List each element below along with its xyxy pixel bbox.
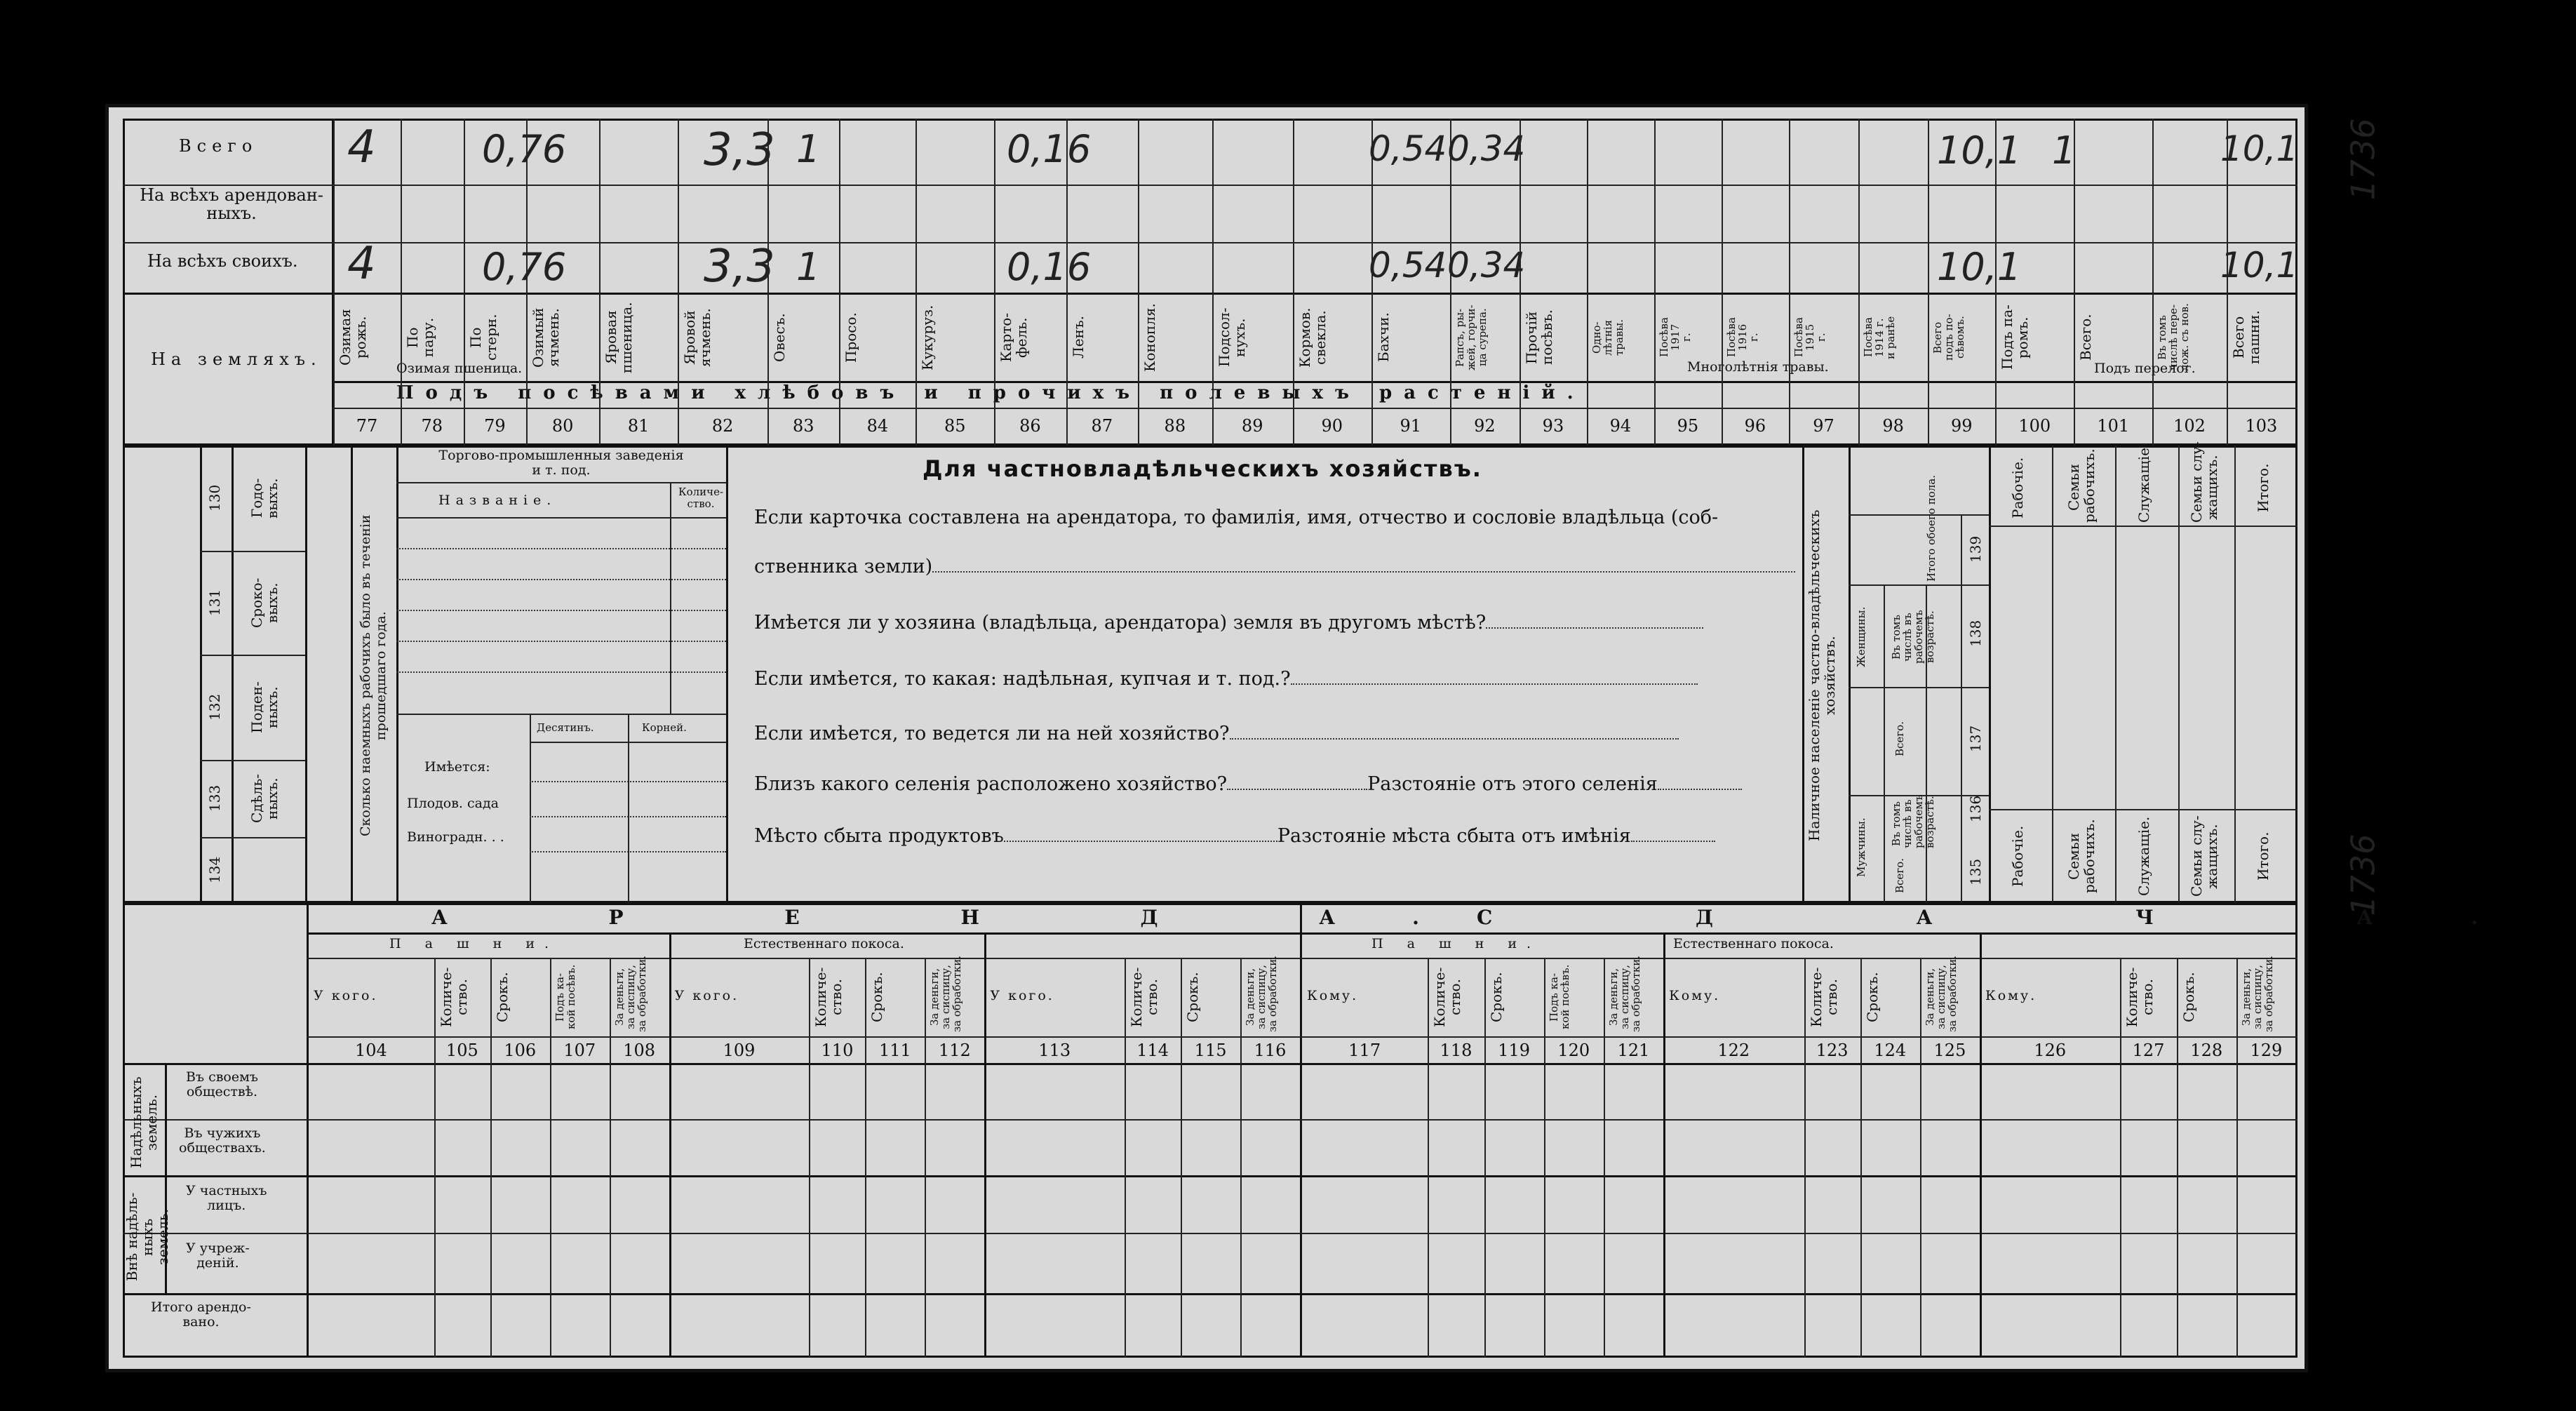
- worker-col-number: 130: [206, 484, 223, 512]
- crop-col-number: 86: [1019, 416, 1041, 436]
- arenda-col-label: Срокъ.: [493, 972, 511, 1022]
- crop-col-label: Озимый ячмень.: [530, 307, 563, 368]
- pop-num-135: 135: [1967, 858, 1984, 886]
- vineyard-label: Виноградн. . .: [407, 829, 504, 845]
- pop-num-138: 138: [1967, 620, 1984, 648]
- trade-name-header: Названіе.: [438, 493, 557, 508]
- hw-own-8: 10,1: [1937, 245, 2022, 289]
- hw-total-3: 3,3: [704, 124, 775, 176]
- row-total-rented: Итого арендо- вано.: [151, 1299, 251, 1330]
- worker-col-label: Годо- выхъ.: [248, 478, 281, 519]
- row-own-community: Въ своемъ обществѣ.: [186, 1069, 258, 1099]
- arenda-col-label: У кого.: [990, 988, 1054, 1003]
- margin-note-2: 1736: [2344, 118, 2382, 201]
- women-working-label: Въ томъ числѣ въ рабочемъ возрастѣ.: [1890, 610, 1936, 664]
- sdacha-col-label: За деньги, за сиспицу, за обработки.: [1606, 956, 1642, 1032]
- arenda-col-label: За деньги, за сиспицу, за обработки.: [1244, 956, 1280, 1032]
- worker-col-label: Сроко- выхъ.: [248, 577, 281, 628]
- sdacha-col-label: Срокъ.: [2180, 972, 2197, 1022]
- crop-col-number: 87: [1091, 416, 1113, 436]
- korney-label: Корней.: [642, 721, 687, 734]
- land-type-field[interactable]: [1291, 671, 1698, 685]
- private-q1: Если карточка составлена на арендатора, то фамилія, имя, отчество и сословіе владѣльца (соб-: [754, 507, 1719, 528]
- hw-own-2: 0,76: [482, 245, 567, 289]
- hw-total-1: 4: [347, 121, 376, 173]
- crop-col-number: 92: [1474, 416, 1496, 436]
- arenda-col-label: За деньги, за сиспицу, за обработки.: [928, 956, 964, 1032]
- crop-col-label: Въ томъ числѣ пере- лож. съ нов.: [2156, 303, 2192, 372]
- women-label: Женщины.: [1855, 606, 1867, 668]
- row-rented-label: На вcѣхъ арендован- ныхъ.: [140, 185, 323, 223]
- sdacha-col-number: 124: [1874, 1041, 1907, 1060]
- sdacha-col-label: Кому.: [1669, 988, 1721, 1003]
- farming-field[interactable]: [1230, 725, 1679, 740]
- sdacha-col-number: 129: [2250, 1041, 2283, 1060]
- arenda-col-number: 116: [1254, 1041, 1287, 1060]
- row-land-label: На земляхъ.: [151, 349, 322, 369]
- crop-col-number: 94: [1609, 416, 1632, 436]
- worker-col-label: Сдѣль- ныхъ.: [248, 773, 281, 824]
- sdacha-col-number: 120: [1557, 1041, 1590, 1060]
- sdacha-col-label: Срокъ.: [1863, 972, 1881, 1022]
- arenda-col-number: 107: [563, 1041, 596, 1060]
- private-q6: Мѣсто сбыта продуктовъ: [754, 825, 1004, 847]
- crop-col-label: Посѣва 1917 г.: [1657, 317, 1693, 358]
- hw-own-5: 0,16: [1007, 245, 1092, 289]
- arenda-col-number: 105: [445, 1041, 478, 1060]
- crop-col-label: По стерн.: [467, 314, 499, 361]
- men-working-label: Въ томъ числѣ въ рабочемъ возрастѣ.: [1890, 794, 1936, 848]
- crop-col-number: 82: [711, 416, 734, 436]
- arenda-col-label: У кого.: [314, 988, 378, 1003]
- arenda-col-number: 109: [723, 1041, 756, 1060]
- hw-total-6: 0,54: [1369, 128, 1447, 169]
- crop-col-label: Подъ па- ромъ.: [1999, 305, 2032, 370]
- pop-col-sfam-bot: Семьи слу- жащихъ.: [2188, 815, 2220, 897]
- pop-num-139: 139: [1967, 535, 1984, 563]
- hw-own-4: 1: [796, 245, 821, 289]
- hw-own-9: 10,1: [2220, 245, 2299, 286]
- crop-col-number: 80: [551, 416, 574, 436]
- arenda-col-label: Количе- ство.: [812, 967, 845, 1027]
- grand-total-label: Итого обоего пола.: [1925, 475, 1938, 582]
- market-distance-field[interactable]: [1631, 828, 1715, 842]
- crop-col-number: 100: [2018, 416, 2051, 436]
- pop-col-staff-bot: Служащіе.: [2135, 816, 2152, 897]
- sdacha-col-number: 118: [1440, 1041, 1473, 1060]
- arenda-col-label: За деньги, за сиспицу, за обработки.: [612, 956, 648, 1032]
- sdacha-col-label: Количе- ство.: [1431, 967, 1464, 1027]
- sdacha-col-number: 126: [2034, 1041, 2067, 1060]
- crop-col-label: Всего.: [2077, 314, 2095, 361]
- crop-col-number: 89: [1241, 416, 1263, 436]
- arenda-col-number: 106: [504, 1041, 537, 1060]
- arenda-col-label: Подъ ка- кой посѣвъ.: [553, 964, 577, 1030]
- crop-col-label: Яровой ячмень.: [681, 308, 714, 367]
- sdacha-col-label: Подъ ка- кой посѣвъ.: [1547, 964, 1571, 1030]
- sdacha-col-label: Количе- ство.: [2124, 967, 2156, 1027]
- pop-num-137: 137: [1967, 725, 1984, 753]
- crop-col-number: 84: [866, 416, 889, 436]
- row-total-label: Всего: [179, 136, 258, 156]
- crops-banner: Подъ посѣвами хлѣбовъ и прочихъ полевыхъ растеній.: [396, 382, 1585, 403]
- sdacha-col-label: За деньги, за сиспицу, за обработки.: [1923, 956, 1959, 1032]
- arenda-col-label: Срокъ.: [1184, 972, 1202, 1022]
- hw-total-7: 0,34: [1447, 128, 1526, 169]
- crop-col-label: Прочій посѣвъ.: [1522, 309, 1555, 366]
- row-private-persons: У частныхъ лицъ.: [186, 1183, 267, 1213]
- worker-col-label: Поден- ныхъ.: [248, 681, 281, 733]
- arenda-col-number: 110: [821, 1041, 854, 1060]
- worker-col-number: 133: [206, 784, 223, 813]
- private-q1b: ственника земли): [754, 556, 933, 577]
- winter-wheat-label: Озимая пшеница.: [396, 361, 523, 376]
- crop-col-label: Карто- фель.: [998, 312, 1031, 363]
- sdacha-pokos: Естественнаго покоса.: [1673, 936, 1834, 951]
- sdacha-col-number: 127: [2132, 1041, 2165, 1060]
- worker-col-number: 134: [206, 856, 223, 884]
- crop-col-number: 83: [793, 416, 814, 436]
- trade-qty-header: Количе- ство.: [678, 486, 724, 510]
- hw-total-4: 1: [796, 127, 821, 171]
- crop-col-label: Кукуруз.: [919, 305, 937, 370]
- hw-own-1: 4: [347, 238, 376, 290]
- vne-vertical: Внѣ надѣль- ныхъ земель.: [123, 1192, 171, 1282]
- has-label: Имѣется:: [424, 759, 490, 775]
- private-q3: Если имѣется, то какая: надѣльная, купчая и т. под.?: [754, 668, 1291, 690]
- owner-field[interactable]: [932, 559, 1795, 573]
- pop-col-total-bot: Итого.: [2255, 831, 2272, 881]
- crop-col-number: 102: [2173, 416, 2206, 436]
- arenda-col-number: 104: [355, 1041, 387, 1060]
- garden-label: Плодов. сада: [407, 796, 499, 811]
- hw-total-5: 0,16: [1007, 127, 1092, 171]
- crop-col-label: Просо.: [843, 312, 860, 363]
- arenda-col-number: 113: [1038, 1041, 1071, 1060]
- sdacha-col-label: Количе- ство.: [1807, 967, 1840, 1027]
- pop-col-staff-top: Служащіе.: [2135, 443, 2152, 523]
- hw-total-9: 1: [2052, 128, 2077, 173]
- private-q5b: Разстояніе отъ этого селенія: [1367, 773, 1658, 795]
- private-q6b: Разстояніе мѣста сбыта отъ имѣнія: [1277, 825, 1631, 847]
- crop-col-label: Ленъ.: [1069, 316, 1087, 359]
- private-q5: Близъ какого селенія расположено хозяйство?: [754, 773, 1228, 795]
- other-land-field[interactable]: [1486, 615, 1703, 629]
- sdacha-col-number: 122: [1717, 1041, 1750, 1060]
- crop-col-number: 85: [944, 416, 966, 436]
- pop-col-workers-bot: Рабочіе.: [2009, 825, 2026, 888]
- crop-col-number: 96: [1744, 416, 1766, 436]
- nadel-vertical: Надѣльныхъ земель.: [128, 1076, 160, 1169]
- crop-col-number: 90: [1321, 416, 1343, 436]
- crop-col-number: 97: [1813, 416, 1834, 436]
- hw-own-3: 3,3: [704, 241, 775, 293]
- hw-total-2: 0,76: [482, 127, 567, 171]
- crop-col-label: Кормов. свекла.: [1296, 307, 1329, 368]
- arenda-col-number: 112: [938, 1041, 971, 1060]
- arenda-title: А Р Е Н Д А.: [431, 906, 1496, 929]
- village-field[interactable]: [1227, 776, 1367, 790]
- pop-col-wfam-top: Семьи рабочихъ.: [2065, 448, 2098, 523]
- private-q2: Имѣется ли у хозяина (владѣльца, арендатора) земля въ другомъ мѣстѣ?: [754, 612, 1487, 634]
- private-q4: Если имѣется, то ведется ли на ней хозяйство?: [754, 723, 1230, 744]
- row-own-label: На вcѣхъ своихъ.: [147, 251, 298, 271]
- sdacha-col-label: За деньги, за сиспицу, за обработки.: [2239, 956, 2275, 1032]
- pop-col-total-top: Итого.: [2255, 463, 2272, 512]
- crop-col-label: Озимая рожь.: [337, 309, 369, 366]
- crop-col-number: 77: [356, 416, 378, 436]
- arenda-col-number: 114: [1136, 1041, 1169, 1060]
- perennial-label: Многолѣтнія травы.: [1687, 359, 1829, 375]
- crop-col-label: Посѣва 1914 г. и ранѣе: [1862, 316, 1898, 359]
- pop-col-sfam-top: Семьи слу- жащихъ.: [2188, 441, 2220, 523]
- crop-col-label: Посѣва 1916 г.: [1724, 317, 1760, 358]
- crop-col-number: 91: [1400, 416, 1422, 436]
- men-label: Мужчины.: [1855, 817, 1867, 878]
- pop-col-wfam-bot: Семьи рабочихъ.: [2065, 819, 2098, 894]
- crop-col-label: Посѣва 1915 г.: [1792, 317, 1827, 358]
- crop-col-number: 101: [2097, 416, 2130, 436]
- margin-note-1: 1736: [2344, 834, 2382, 916]
- fallow-label: Подъ перелог.: [2094, 361, 2196, 376]
- crop-col-number: 95: [1677, 416, 1699, 436]
- worker-col-number: 131: [206, 589, 223, 617]
- crop-col-label: Бахчи.: [1374, 312, 1392, 363]
- workers-vertical-label: Сколько наемныхъ рабочихъ было въ теченіи прошедшаго года.: [358, 514, 389, 837]
- crop-col-number: 88: [1164, 416, 1186, 436]
- crop-col-label: Подсол- нухъ.: [1215, 307, 1248, 368]
- crop-col-number: 98: [1882, 416, 1904, 436]
- sdacha-col-label: Срокъ.: [1487, 972, 1505, 1022]
- arenda-pokos: Естественнаго покоса.: [744, 936, 904, 951]
- crop-col-label: Яровая пшеница.: [603, 302, 636, 373]
- sdacha-col-label: Кому.: [1307, 988, 1359, 1003]
- crop-col-label: Всего подъ по- сѣвомъ.: [1931, 314, 1967, 361]
- arenda-pashni: П а ш н и.: [389, 936, 559, 951]
- crop-col-label: По пару.: [403, 317, 436, 358]
- population-vertical-label: Наличное населеніе частно-владѣльческихъ хозяйствъ.: [1806, 509, 1838, 842]
- row-institutions: У учреж- деній.: [186, 1241, 250, 1271]
- crop-col-label: Одно- лѣтнія травы.: [1590, 319, 1625, 356]
- worker-col-number: 132: [206, 693, 223, 721]
- crop-col-number: 99: [1950, 416, 1973, 436]
- sdacha-title: С Д А Ч А.: [1477, 906, 2576, 929]
- women-total-label: Всего.: [1893, 721, 1906, 756]
- arenda-col-label: Количе- ство.: [1128, 967, 1161, 1027]
- private-title: Для частновладѣльческихъ хозяйствъ.: [923, 455, 1482, 482]
- trade-header: Торгово-промышленныя заведенія и т. под.: [438, 448, 684, 478]
- crop-col-label: Конопля.: [1141, 303, 1159, 372]
- desyat-label: Десятинъ.: [537, 721, 594, 734]
- sdacha-col-number: 117: [1348, 1041, 1381, 1060]
- arenda-col-number: 111: [879, 1041, 911, 1060]
- sdacha-col-number: 121: [1617, 1041, 1650, 1060]
- arenda-col-label: У кого.: [674, 988, 739, 1003]
- arenda-col-label: Количе- ство.: [437, 967, 470, 1027]
- hw-own-7: 0,34: [1447, 245, 1526, 286]
- crop-col-number: 78: [421, 416, 443, 436]
- crop-col-label: Всего пашни.: [2229, 310, 2262, 365]
- sdacha-col-number: 123: [1816, 1041, 1849, 1060]
- arenda-col-number: 108: [623, 1041, 656, 1060]
- sdacha-col-number: 128: [2190, 1041, 2223, 1060]
- pop-num-136: 136: [1967, 795, 1984, 823]
- sdacha-pashni: П а ш н и.: [1371, 936, 1541, 951]
- hw-total-10: 10,1: [2220, 128, 2299, 169]
- crop-col-number: 79: [484, 416, 506, 436]
- market-field[interactable]: [1004, 828, 1277, 842]
- crop-col-label: Овесъ.: [771, 313, 789, 362]
- hw-total-8: 10,1: [1937, 128, 2022, 173]
- arenda-col-label: Срокъ.: [868, 972, 886, 1022]
- hw-own-6: 0,54: [1369, 245, 1447, 286]
- pop-col-workers-top: Рабочіе.: [2009, 457, 2026, 519]
- crop-col-number: 93: [1542, 416, 1564, 436]
- men-total-label: Всего.: [1893, 858, 1906, 893]
- arenda-col-number: 115: [1194, 1041, 1227, 1060]
- village-distance-field[interactable]: [1658, 776, 1742, 790]
- row-other-community: Въ чужихъ обществахъ.: [179, 1125, 266, 1156]
- sdacha-col-number: 125: [1933, 1041, 1966, 1060]
- crop-col-number: 81: [627, 416, 650, 436]
- sdacha-col-number: 119: [1498, 1041, 1531, 1060]
- crop-col-label: Рапсъ, ры- жей, горчи- ца сурепа.: [1453, 305, 1489, 370]
- sdacha-col-label: Кому.: [1985, 988, 2037, 1003]
- crop-col-number: 103: [2245, 416, 2278, 436]
